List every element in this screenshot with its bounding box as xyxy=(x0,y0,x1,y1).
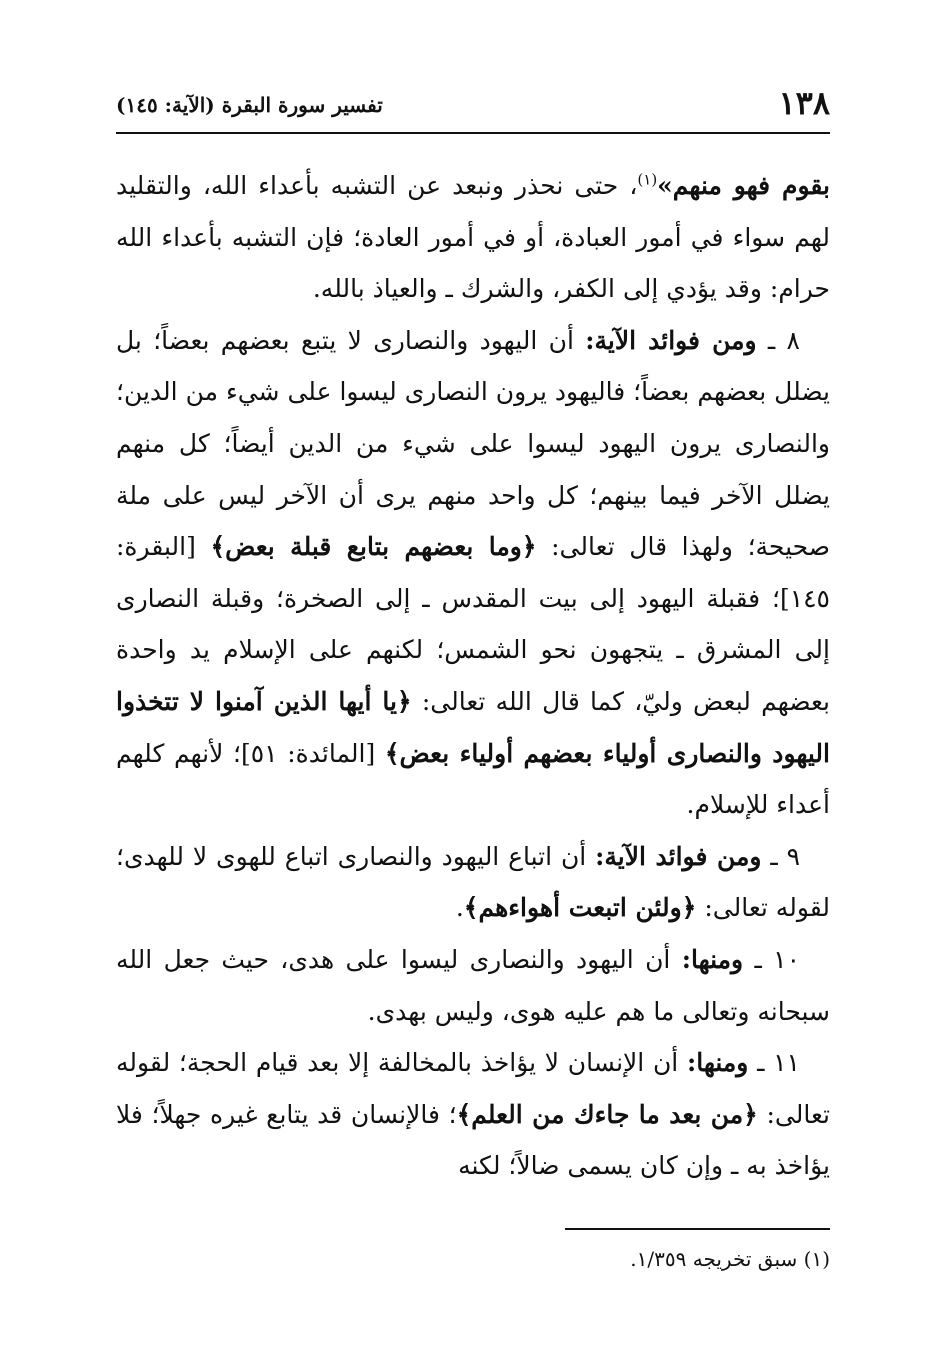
paragraph-text: ؛ فقبلة اليهود إلى بيت المقدس ـ إلى الصخرة؛ وقبلة النصارى إلى المشرق ـ يتجهون نحو الشمس؛ لكنهم على الإسلام يد واحدة بعضهم لبعض وليّ، كما قال الله تعالى: xyxy=(116,583,830,716)
footnote-marker: (١) xyxy=(637,170,658,189)
benefit-heading: ومنها: xyxy=(681,944,744,974)
paragraph-text: أن اتباع اليهود والنصارى اتباع للهوى لا للهدى؛ لقوله تعالى: xyxy=(116,841,830,923)
quran-verse: ﴿ولئن اتبعت أهواءهم﴾ xyxy=(463,893,697,923)
paragraph-text: أن اليهود والنصارى ليسوا على هدى، حيث جعل الله سبحانه وتعالى ما هم عليه هوى، وليس بهدى. xyxy=(116,944,830,1026)
benefit-number: ١١ ـ xyxy=(757,1048,800,1078)
quran-verse: ﴿وما بعضهم بتابع قبلة بعض﴾ xyxy=(210,532,537,562)
paragraph-text: ؛ فالإنسان قد يتابع غيره جهلاً؛ فلا يؤاخذ به ـ وإن كان يسمى ضالاً؛ لكنه xyxy=(116,1099,830,1181)
quran-verse: ﴿من بعد ما جاءك من العلم﴾ xyxy=(456,1099,758,1129)
benefit-number: ٨ ـ xyxy=(767,325,800,355)
verse-reference: [المائدة: ٥١] xyxy=(240,738,385,768)
paragraph-text: ؛ لأنهم كلهم أعداء للإسلام. xyxy=(116,738,830,820)
paragraph-1 xyxy=(116,160,830,315)
running-title: تفسير سورة البقرة (الآية: ١٤٥) xyxy=(116,93,383,117)
benefit-number: ٩ ـ xyxy=(770,841,800,871)
paragraph-text: . xyxy=(455,893,464,923)
paragraph-benefit-8 xyxy=(116,315,830,831)
footnote xyxy=(119,1245,830,1273)
page-header xyxy=(116,84,830,124)
benefit-heading: ومن فوائد الآية: xyxy=(585,325,757,355)
benefit-heading: ومنها: xyxy=(686,1048,749,1078)
paragraph-text: أن الإنسان لا يؤاخذ بالمخالفة إلا بعد قيام الحجة؛ لقوله تعالى: xyxy=(116,1048,831,1129)
benefit-number: ١٠ ـ xyxy=(754,944,800,974)
main-text xyxy=(116,160,830,1192)
benefit-heading: ومن فوائد الآية: xyxy=(595,841,762,871)
paragraph-text: ، حتى نحذر ونبعد عن التشبه بأعداء الله، والتقليد لهم سواء في أمور العبادة، أو في أمور العادة؛ فإن التشبه بأعداء الله حرام: وقد يؤدي إلى الكفر، والشرك ـ والعياذ بالله. xyxy=(116,171,830,304)
quran-verse: ﴿يا أيها الذين آمنوا لا تتخذوا اليهود والنصارى أولياء بعضهم أولياء بعض﴾ xyxy=(116,686,830,768)
verse-reference: [البقرة: ١٤٥] xyxy=(116,532,830,613)
header-divider xyxy=(116,132,830,134)
footnote-divider xyxy=(565,1228,830,1230)
footnote-text: سبق تخريجه ١/٣٥٩. xyxy=(630,1247,804,1271)
hadith-fragment: بقوم فهو منهم» xyxy=(657,171,830,200)
footnote-number: (١) xyxy=(803,1247,830,1271)
paragraph-text: أن اليهود والنصارى لا يتبع بعضهم بعضاً؛ بل يضلل بعضهم بعضاً؛ فاليهود يرون النصارى ليسوا على شيء من الدين؛ والنصارى يرون اليهود ليسوا على شيء من الدين أيضاً؛ كل منهم يضلل الآخر فيما بينهم؛ كل واحد منهم يرى أن الآخر ليس على ملة صحيحة؛ ولهذا قال تعالى: xyxy=(116,325,830,562)
paragraph-benefit-9 xyxy=(116,831,830,934)
page-number: ١٣٨ xyxy=(778,84,830,122)
paragraph-benefit-10 xyxy=(116,934,830,1037)
paragraph-benefit-11 xyxy=(116,1037,830,1192)
